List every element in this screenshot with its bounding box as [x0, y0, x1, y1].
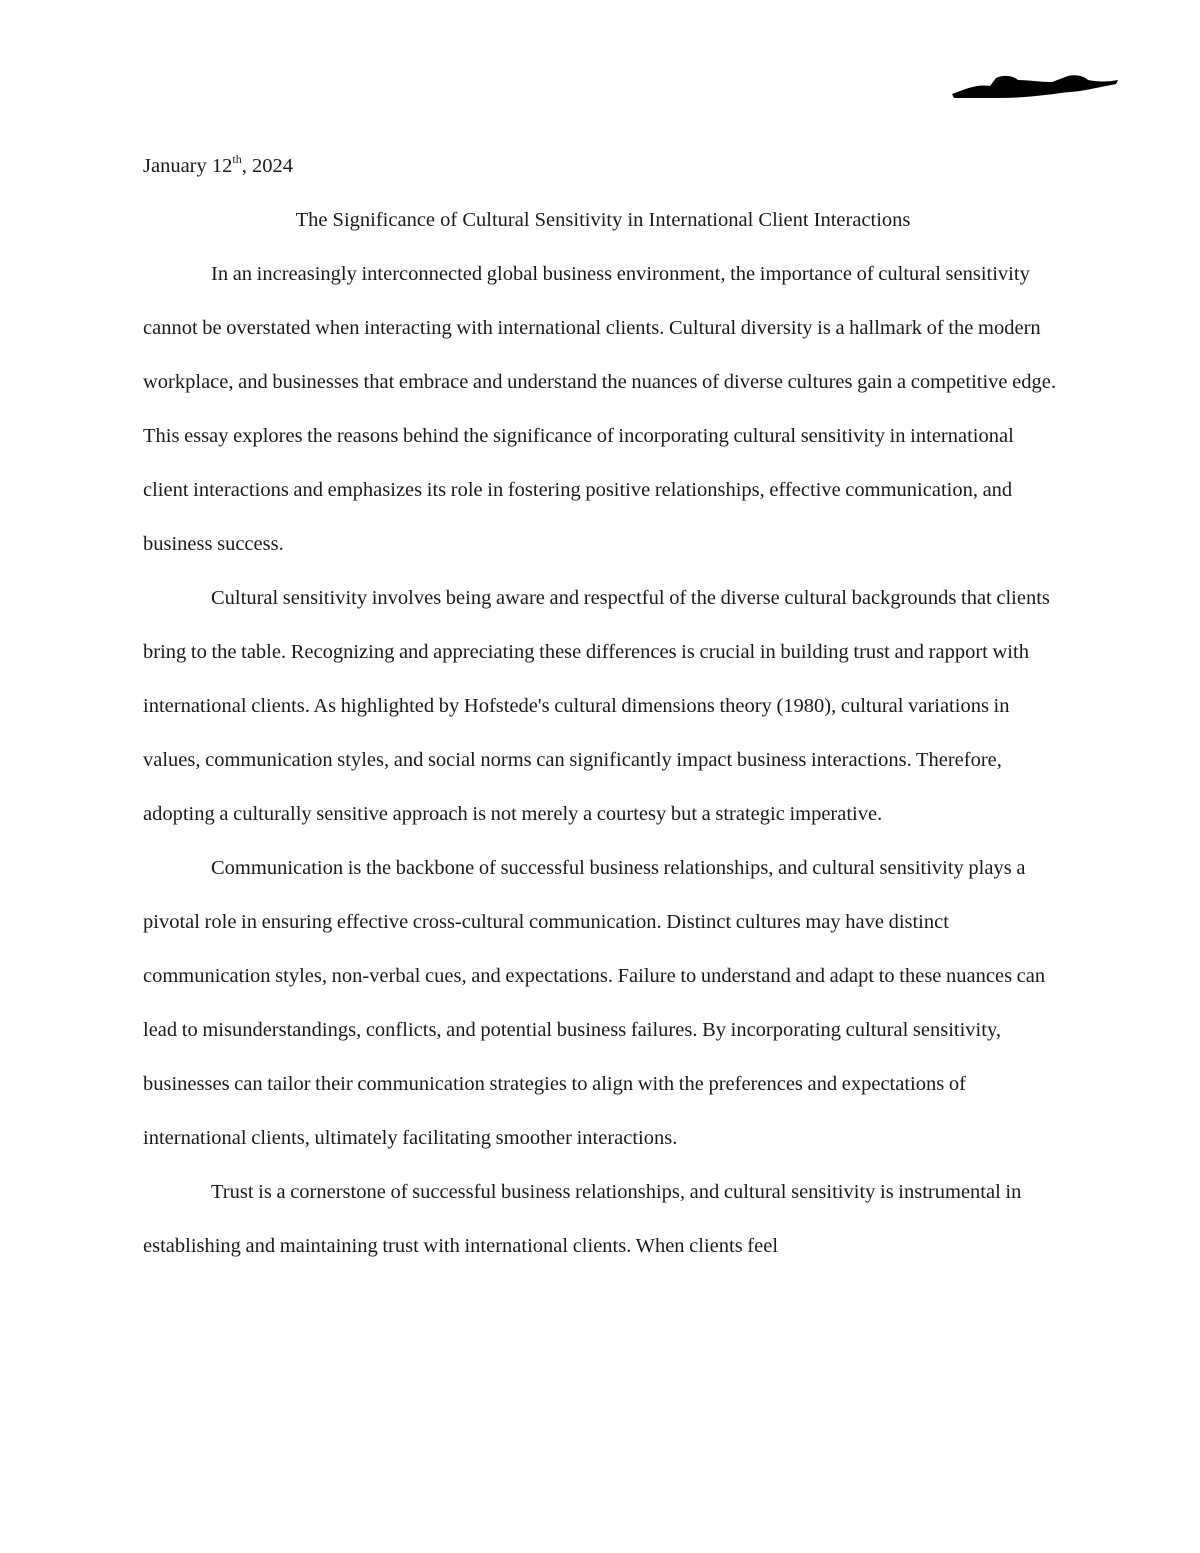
paragraph-cultural-awareness: Cultural sensitivity involves being aware and respectful of the diverse cultural backgrounds that clients bring to the table. Recognizing and appreciating these differences is crucial in building trust and rapport with international clients. As highlighted by Hofstede's cultural dimensions theory (1980), cultural variations in values, communication styles, and social norms can significantly impact business interactions. Therefore, adopting a culturally sensitive approach is not merely a courtesy but a strategic imperative. — [143, 587, 1050, 825]
essay-title: The Significance of Cultural Sensitivity in International Client Interactions — [295, 209, 911, 231]
date-day: 12 — [211, 155, 233, 177]
date-month: January — [143, 155, 207, 177]
date-line — [143, 139, 1063, 193]
date-year: , 2024 — [241, 155, 293, 177]
paragraph-communication: Communication is the backbone of successful business relationships, and cultural sensitivity plays a pivotal role in ensuring effective cross-cultural communication. Distinct cultures may have distinct communication styles, non-verbal cues, and expectations. Failure to understand and adapt to these nuances can lead to misunderstandings, conflicts, and potential business failures. By incorporating cultural sensitivity, businesses can tailor their communication strategies to align with the preferences and expectations of international clients, ultimately facilitating smoother interactions. — [143, 857, 1046, 1149]
paragraph-introduction: In an increasingly interconnected global business environment, the importance of cultural sensitivity cannot be overstated when interacting with international clients. Cultural diversity is a hallmark of the modern workplace, and businesses that embrace and understand the nuances of diverse cultures gain a competitive edge. This essay explores the reasons behind the significance of incorporating cultural sensitivity in international client interactions and emphasizes its role in fostering positive relationships, effective communication, and business success. — [143, 263, 1056, 555]
redacted-name-mark — [948, 68, 1120, 104]
paragraph-trust: Trust is a cornerstone of successful business relationships, and cultural sensitivity is instrumental in establishing and maintaining trust with international clients. When clients feel — [143, 1181, 1022, 1257]
date-ordinal-suffix: th — [232, 152, 242, 166]
essay-body — [143, 139, 1063, 1273]
